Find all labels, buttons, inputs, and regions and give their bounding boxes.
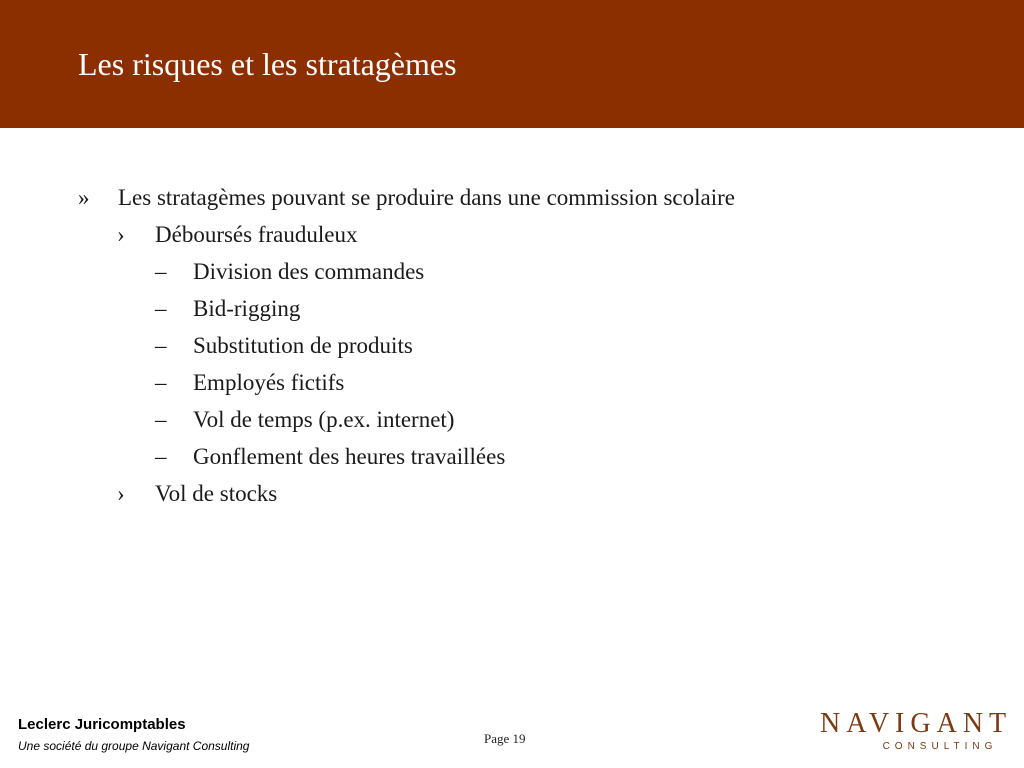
list-item-text: Employés fictifs (193, 370, 345, 395)
bullet-marker: – (155, 370, 167, 395)
list-item-text: Les stratagèmes pouvant se produire dans une commission scolaire (118, 185, 736, 210)
bullet-marker: – (155, 444, 167, 469)
header-banner (0, 0, 1024, 128)
list-item-text: Substitution de produits (193, 333, 413, 358)
bullet-marker: › (117, 481, 125, 506)
bullet-marker: – (155, 259, 167, 284)
list-item-text: Vol de temps (p.ex. internet) (193, 407, 455, 432)
footer-tagline: Une société du groupe Navigant Consulting (18, 739, 250, 753)
logo-subtitle: CONSULTING (882, 741, 998, 752)
bullet-marker: – (155, 296, 167, 321)
navigant-logo (820, 708, 1013, 756)
bullet-marker: › (117, 222, 125, 247)
list-item-text: Déboursés frauduleux (155, 222, 358, 247)
list-item-text: Vol de stocks (155, 481, 278, 506)
bullet-marker: – (155, 407, 167, 432)
bullet-marker: » (78, 185, 90, 210)
slide-title: Les risques et les stratagèmes (78, 46, 457, 82)
page-number: Page 19 (484, 731, 526, 746)
list-item-text: Gonflement des heures travaillées (193, 444, 506, 469)
list-item-text: Bid-rigging (193, 296, 301, 321)
footer-company-name: Leclerc Juricomptables (18, 716, 186, 733)
bullet-marker: – (155, 333, 167, 358)
list-item-text: Division des commandes (193, 259, 425, 284)
logo-wordmark: NAVIGANT (820, 708, 1013, 739)
